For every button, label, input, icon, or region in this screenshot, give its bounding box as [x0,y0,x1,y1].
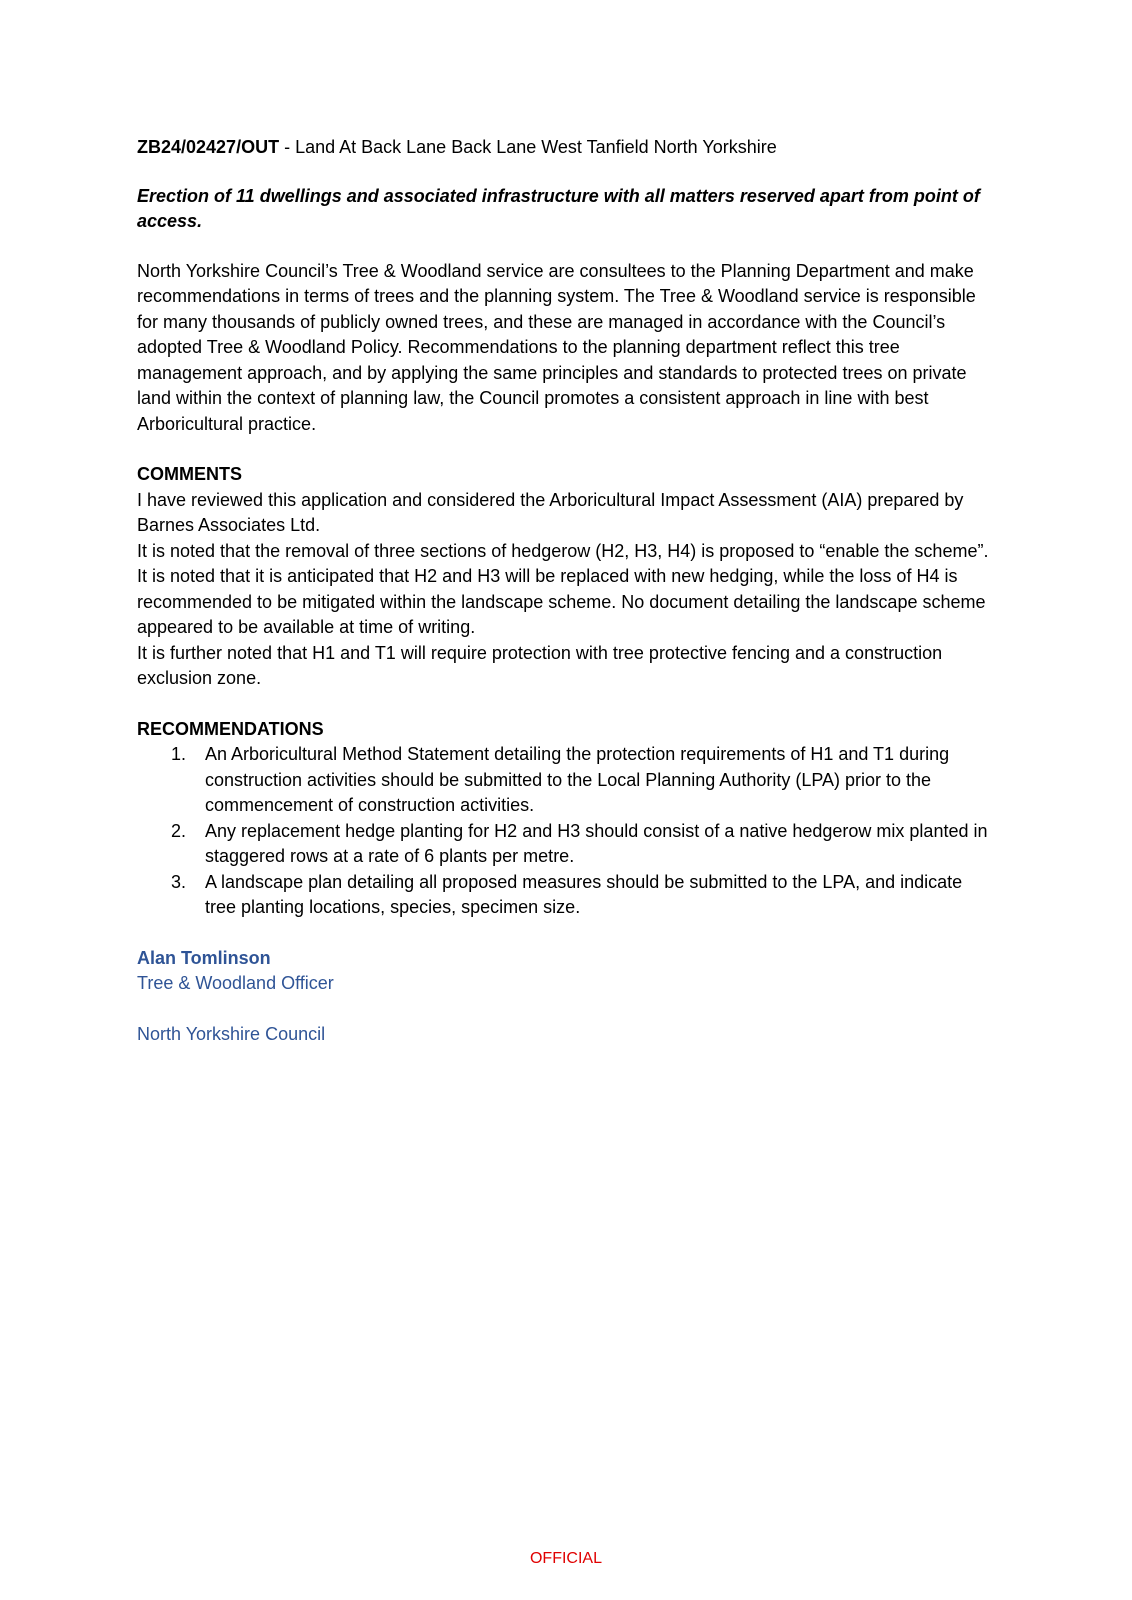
signatory-organisation: North Yorkshire Council [137,1023,326,1044]
recommendation-text: A landscape plan detailing all proposed measures should be submitted to the LPA, and indicate tree planting locations, species, specimen size. [205,871,963,917]
recommendation-number: 1. [171,744,187,764]
recommendation-number: 2. [171,820,187,841]
recommendations-heading: RECOMMENDATIONS [137,718,324,739]
recommendations-list [137,742,997,921]
intro-paragraph: North Yorkshire Council’s Tree & Woodland service are consultees to the Planning Department and make recommendations in terms of trees and the planning system. The Tree & Woodland service is responsible for many thousands of publicly owned trees, and these are managed in accordance with the Council’s adopted Tree & Woodland Policy. Recommendations to the planning department reflect this tree management approach, and by applying the same principles and standards to protected trees on private land within the context of planning law, the Council promotes a consistent approach in line with best Arboricultural practice. [137,260,976,434]
application-reference-code: ZB24/02427/OUT [137,137,280,157]
comment-line: I have reviewed this application and considered the Arboricultural Impact Assessment (AIA) prepared by Barnes Associates Ltd. [137,489,964,535]
proposal-description: Erection of 11 dwellings and associated infrastructure with all matters reserved apart from point of access. [137,185,980,231]
signatory-name: Alan Tomlinson [137,947,271,968]
signatory-role: Tree & Woodland Officer [137,973,334,993]
comment-line: It is noted that the removal of three sections of hedgerow (H2, H3, H4) is proposed to “enable the scheme”. [137,540,989,561]
comments-heading: COMMENTS [137,464,242,484]
classification-footer: OFFICIAL [529,1550,602,1567]
comments-section [137,488,997,692]
recommendation-text: Any replacement hedge planting for H2 and H3 should consist of a native hedgerow mix planted in staggered rows at a rate of 6 plants per metre. [205,820,988,866]
site-address: - Land At Back Lane Back Lane West Tanfield North Yorkshire [279,137,777,157]
comment-line: It is noted that it is anticipated that H2 and H3 will be replaced with new hedging, while the loss of H4 is recommended to be mitigated within the landscape scheme. No document detailing the landscape scheme appeared to be available at time of writing. [137,566,986,637]
comment-line: It is further noted that H1 and T1 will require protection with tree protective fencing and a construction exclusion zone. [137,642,943,688]
recommendation-number: 3. [171,871,187,892]
application-reference-line [137,135,997,161]
recommendation-item [137,819,997,870]
recommendation-item [137,870,997,921]
recommendation-text: An Arboricultural Method Statement detailing the protection requirements of H1 and T1 during construction activities should be submitted to the Local Planning Authority (LPA) prior to the commencement of construction activities. [205,744,950,815]
recommendation-item [137,742,997,819]
signature-block [137,946,997,1048]
document-body [137,135,997,1047]
